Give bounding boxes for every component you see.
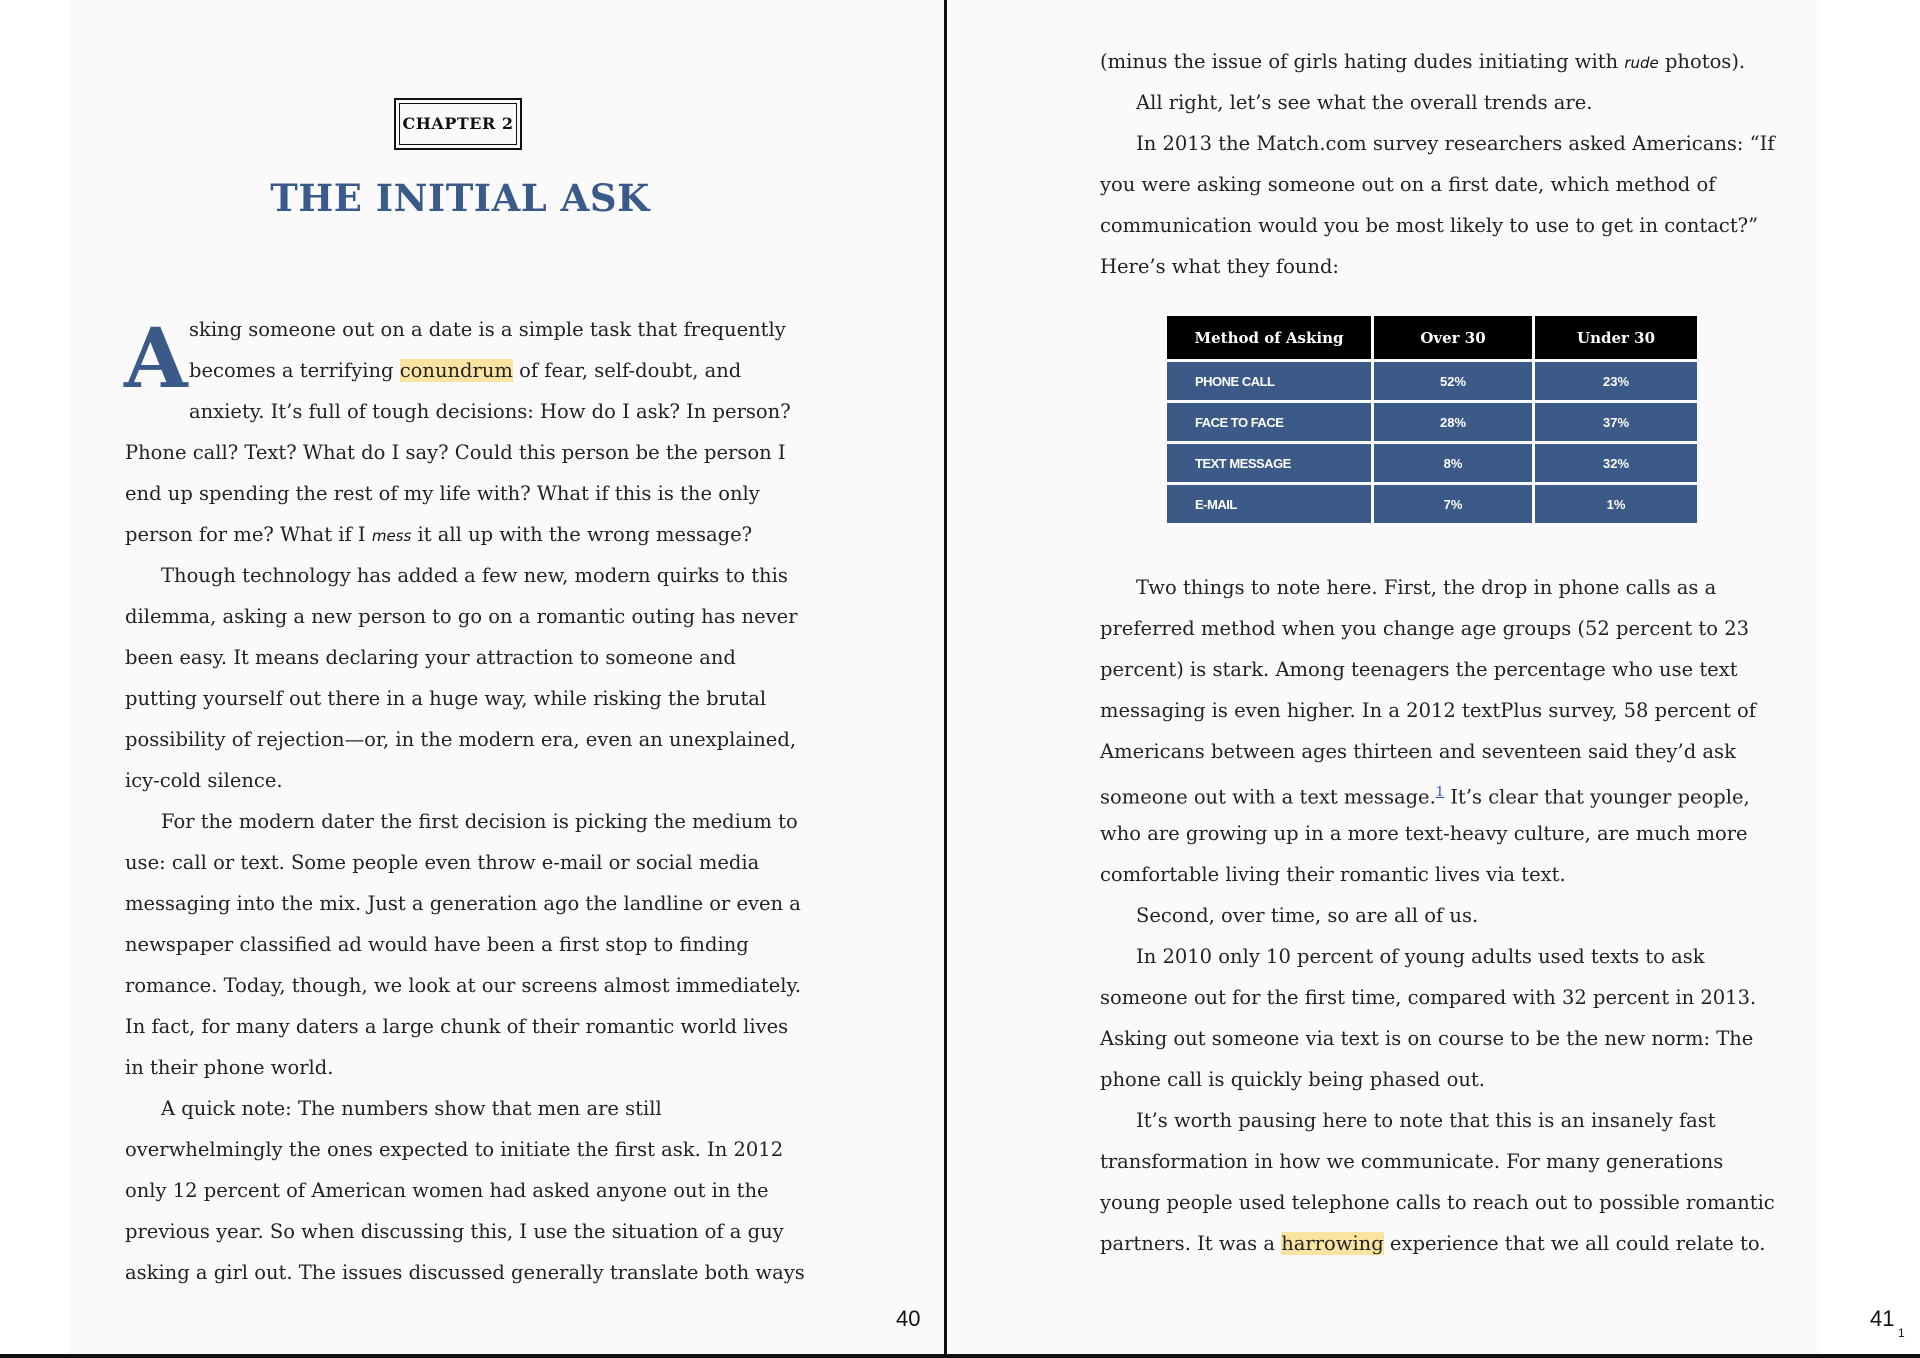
text-line: Americans between ages thirteen and seventeen said they’d ask (1100, 740, 1736, 763)
footnote-link[interactable]: 1 (1435, 785, 1445, 800)
page-number-right: 41 (1870, 1306, 1895, 1331)
table-cell-under30: 1% (1535, 485, 1697, 523)
table-cell-method: TEXT MESSAGE (1167, 444, 1371, 482)
text-line: phone call is quickly being phased out. (1100, 1068, 1485, 1091)
text-line: person for me? What if I mess it all up with the wrong message? (125, 523, 753, 546)
table-cell-under30: 23% (1535, 362, 1697, 400)
table-cell-under30: 32% (1535, 444, 1697, 482)
table-header-cell: Under 30 (1535, 316, 1697, 359)
text-line: transformation in how we communicate. For many generations (1100, 1150, 1724, 1173)
survey-table (1164, 313, 1700, 526)
text-line: putting yourself out there in a huge way, while risking the brutal (125, 687, 767, 710)
text-line: previous year. So when discussing this, I use the situation of a guy (125, 1220, 784, 1243)
text-line: In 2010 only 10 percent of young adults used texts to ask (1136, 945, 1705, 968)
table-cell-method: FACE TO FACE (1167, 403, 1371, 441)
table-header-row (1167, 316, 1697, 359)
text-line: icy-cold silence. (125, 769, 283, 792)
text-line: (minus the issue of girls hating dudes initiating with rude photos). (1100, 50, 1746, 73)
text-line: romance. Today, though, we look at our screens almost immediately. (125, 974, 802, 997)
text-line: newspaper classified ad would have been a first stop to finding (125, 933, 749, 956)
table-cell-over30: 52% (1374, 362, 1532, 400)
table-row (1167, 362, 1697, 400)
text-line: Phone call? Text? What do I say? Could this person be the person I (125, 441, 786, 464)
text-line: communication would you be most likely to use to get in contact?” (1100, 214, 1759, 237)
text-line: preferred method when you change age groups (52 percent to 23 (1100, 617, 1750, 640)
text-line: in their phone world. (125, 1056, 334, 1079)
text-line: Though technology has added a few new, modern quirks to this (161, 564, 788, 587)
text-line: you were asking someone out on a first date, which method of (1100, 173, 1716, 196)
text-line: messaging into the mix. Just a generation ago the landline or even a (125, 892, 801, 915)
page-spine (944, 0, 947, 1358)
text-line: sking someone out on a date is a simple task that frequently (189, 318, 786, 341)
text-line: percent) is stark. Among teenagers the percentage who use text (1100, 658, 1738, 681)
text-line: anxiety. It’s full of tough decisions: How do I ask? In person? (189, 400, 791, 423)
highlighted-word[interactable]: conundrum (399, 359, 513, 382)
table-cell-under30: 37% (1535, 403, 1697, 441)
table-cell-over30: 28% (1374, 403, 1532, 441)
text-line: becomes a terrifying conundrum of fear, self-doubt, and (189, 359, 742, 382)
text-line: Here’s what they found: (1100, 255, 1339, 278)
text-line: use: call or text. Some people even throw e-mail or social media (125, 851, 760, 874)
text-line: partners. It was a harrowing experience that we all could relate to. (1100, 1232, 1766, 1255)
text-line: someone out for the first time, compared with 32 percent in 2013. (1100, 986, 1757, 1009)
text-line: possibility of rejection—or, in the modern era, even an unexplained, (125, 728, 797, 751)
text-line: end up spending the rest of my life with? What if this is the only (125, 482, 760, 505)
table-row (1167, 485, 1697, 523)
text-line: only 12 percent of American women had asked anyone out in the (125, 1179, 769, 1202)
text-line: asking a girl out. The issues discussed generally translate both ways (125, 1261, 805, 1284)
page-number-left: 40 (896, 1306, 921, 1331)
chapter-label: CHAPTER 2 (402, 114, 514, 133)
table-cell-method: E-MAIL (1167, 485, 1371, 523)
text-line: Second, over time, so are all of us. (1136, 904, 1479, 927)
handwritten-annotation: rude (1624, 54, 1659, 72)
text-line: been easy. It means declaring your attraction to someone and (125, 646, 736, 669)
text-line: messaging is even higher. In a 2012 textPlus survey, 58 percent of (1100, 699, 1756, 722)
table-row (1167, 403, 1697, 441)
highlighted-word[interactable]: harrowing (1281, 1232, 1384, 1255)
text-line: In fact, for many daters a large chunk of their romantic world lives (125, 1015, 789, 1038)
page-number-right-sub: 1 (1898, 1326, 1905, 1340)
chapter-title: THE INITIAL ASK (270, 176, 650, 220)
text-line: It’s worth pausing here to note that this is an insanely fast (1136, 1109, 1716, 1132)
table-cell-method: PHONE CALL (1167, 362, 1371, 400)
bottom-border (0, 1354, 1920, 1358)
text-line: Two things to note here. First, the drop in phone calls as a (1136, 576, 1717, 599)
table-header-cell: Over 30 (1374, 316, 1532, 359)
text-line: For the modern dater the first decision is picking the medium to (161, 810, 798, 833)
handwritten-annotation: mess (371, 527, 412, 545)
table-header-cell: Method of Asking (1167, 316, 1371, 359)
text-line: comfortable living their romantic lives via text. (1100, 863, 1566, 886)
table-cell-over30: 7% (1374, 485, 1532, 523)
text-line: Asking out someone via text is on course to be the new norm: The (1100, 1027, 1754, 1050)
text-line: In 2013 the Match.com survey researchers asked Americans: “If (1136, 132, 1775, 155)
table-cell-over30: 8% (1374, 444, 1532, 482)
text-line: A quick note: The numbers show that men are still (161, 1097, 662, 1120)
text-line: who are growing up in a more text-heavy culture, are much more (1100, 822, 1748, 845)
table-row (1167, 444, 1697, 482)
text-line: dilemma, asking a new person to go on a romantic outing has never (125, 605, 798, 628)
text-line: young people used telephone calls to reach out to possible romantic (1100, 1191, 1775, 1214)
drop-cap: A (124, 311, 188, 407)
chapter-label-box (394, 98, 522, 150)
text-line: someone out with a text message.$^1$ It’s clear that younger people, (1100, 785, 1750, 809)
text-line: All right, let’s see what the overall trends are. (1136, 91, 1593, 114)
text-line: overwhelmingly the ones expected to initiate the first ask. In 2012 (125, 1138, 784, 1161)
